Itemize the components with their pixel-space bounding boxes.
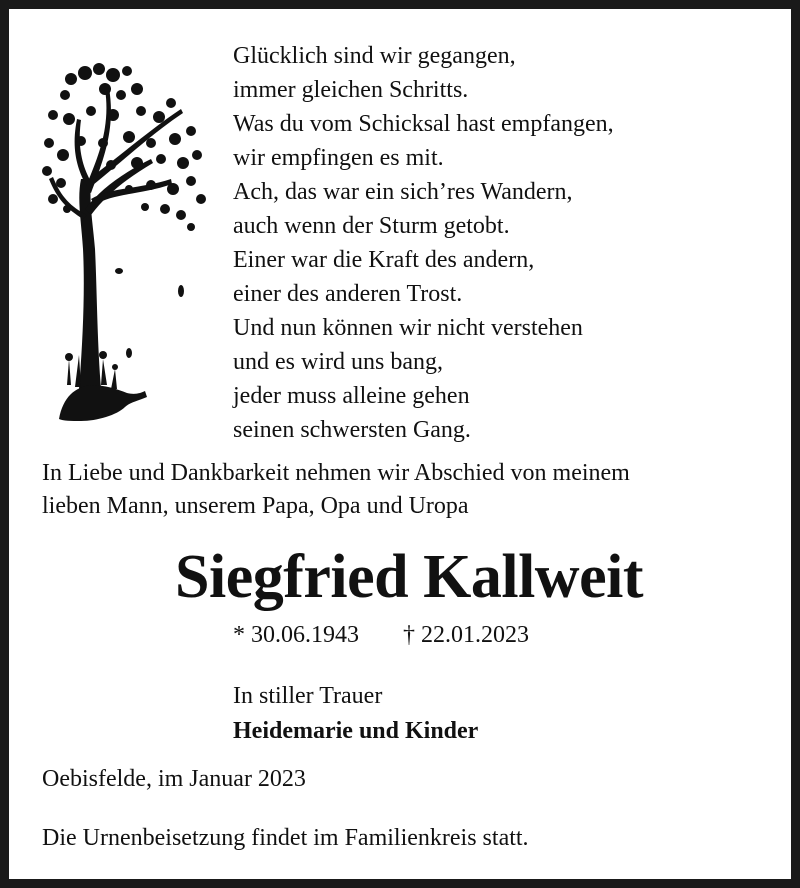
- poem-line: Was du vom Schicksal hast empfangen,: [233, 111, 614, 137]
- poem-line: immer gleichen Schritts.: [233, 77, 469, 103]
- poem-line: Einer war die Kraft des andern,: [233, 247, 535, 273]
- intro-text: [42, 457, 630, 523]
- poem-line: Glücklich sind wir gegangen,: [233, 43, 516, 69]
- poem-line: seinen schwersten Gang.: [233, 417, 471, 443]
- tree-icon: [41, 59, 211, 429]
- burial-note: Die Urnenbeisetzung findet im Familienkreis statt.: [42, 825, 529, 851]
- mourners: [233, 679, 478, 749]
- deceased-name: Siegfried Kallweit: [175, 543, 643, 611]
- mourner-names: Heidemarie und Kinder: [233, 718, 479, 744]
- poem-line: jeder muss alleine gehen: [233, 383, 470, 409]
- death-date: † 22.01.2023: [403, 622, 529, 648]
- birth-date: * 30.06.1943: [233, 622, 359, 648]
- poem: [233, 39, 614, 447]
- poem-line: auch wenn der Sturm getobt.: [233, 213, 510, 239]
- poem-line: wir empfingen es mit.: [233, 145, 444, 171]
- poem-line: und es wird uns bang,: [233, 349, 443, 375]
- mourning-phrase: In stiller Trauer: [233, 683, 383, 709]
- place-date: Oebisfelde, im Januar 2023: [42, 766, 306, 792]
- poem-line: einer des anderen Trost.: [233, 281, 463, 307]
- poem-line: Und nun können wir nicht verstehen: [233, 315, 583, 341]
- intro-line: In Liebe und Dankbarkeit nehmen wir Abschied von meinem: [42, 460, 630, 486]
- life-dates: [233, 622, 529, 649]
- intro-line: lieben Mann, unserem Papa, Opa und Uropa: [42, 493, 469, 519]
- poem-line: Ach, das war ein sich’res Wandern,: [233, 179, 573, 205]
